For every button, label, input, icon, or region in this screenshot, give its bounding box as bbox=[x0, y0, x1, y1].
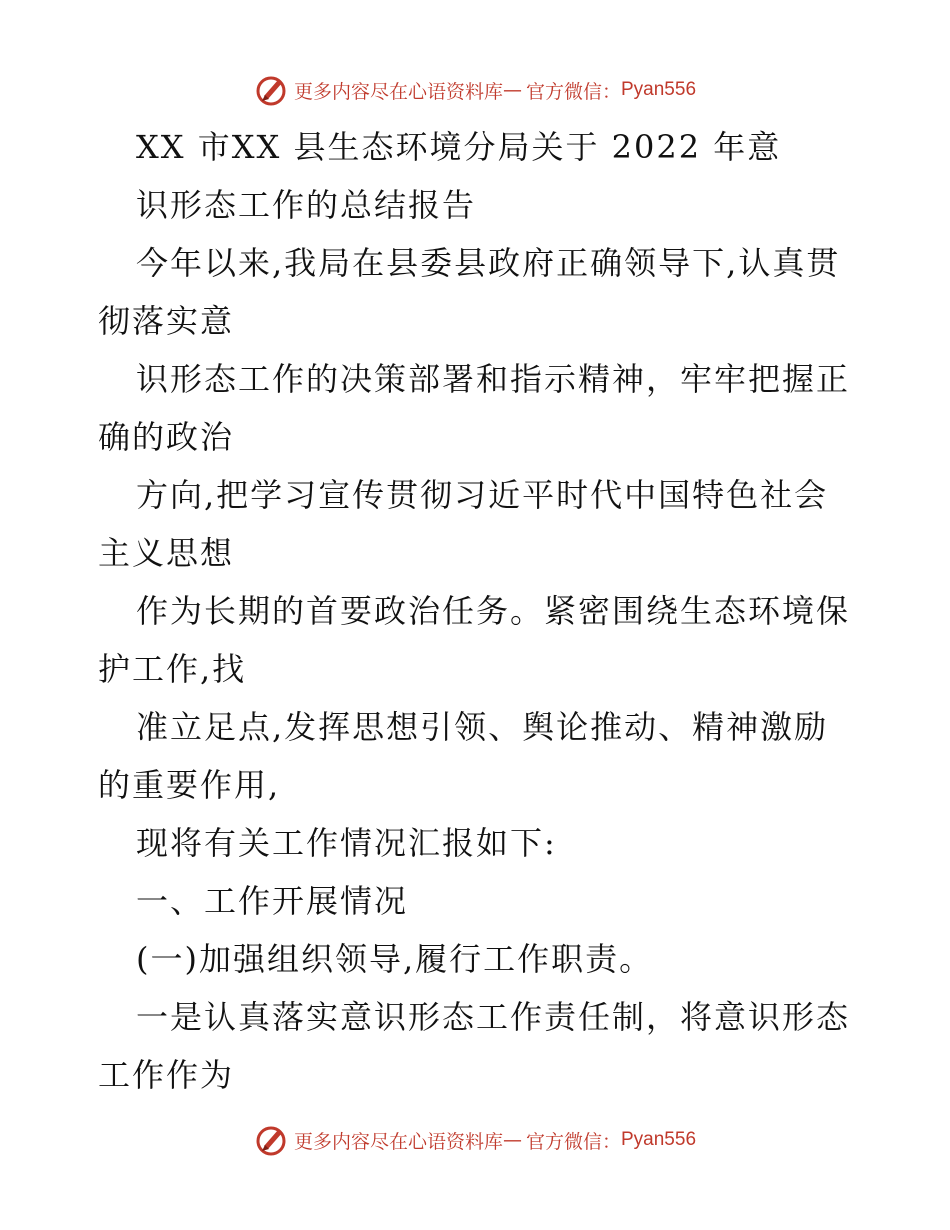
paragraph-line: 准立足点,发挥思想引领、舆论推动、精神激励 bbox=[136, 708, 829, 746]
watermark-wechat-id: Pyan556 bbox=[621, 1129, 697, 1150]
watermark-wechat-label: 官方微信： bbox=[525, 1130, 621, 1153]
paragraph-line: 的重要作用, bbox=[98, 766, 281, 804]
subsection-heading: (一)加强组织领导,履行工作职责。 bbox=[136, 940, 654, 978]
paragraph-line: 护工作,找 bbox=[98, 650, 247, 688]
section-heading: 一、工作开展情况 bbox=[136, 882, 409, 920]
paragraph-line: 识形态工作的决策部署和指示精神，牢牢把握正 bbox=[136, 360, 851, 398]
watermark-text: 更多内容尽在心语资料库 bbox=[293, 80, 503, 103]
paragraph-line: 一是认真落实意识形态工作责任制，将意识形态 bbox=[136, 998, 851, 1036]
watermark-text: 更多内容尽在心语资料库 bbox=[293, 1130, 503, 1153]
title-line-2: 识形态工作的总结报告 bbox=[136, 186, 477, 224]
watermark-wechat-id: Pyan556 bbox=[621, 79, 697, 100]
paragraph-line: 现将有关工作情况汇报如下: bbox=[136, 824, 557, 862]
footer-watermark bbox=[0, 1120, 950, 1160]
paragraph-line: 彻落实意 bbox=[98, 302, 235, 340]
document-body bbox=[98, 118, 858, 1104]
paragraph-line: 作为长期的首要政治任务。紧密围绕生态环境保 bbox=[136, 592, 851, 630]
paragraph-line: 主义思想 bbox=[98, 534, 235, 572]
paragraph-line: 确的政治 bbox=[98, 418, 235, 456]
watermark-separator: — bbox=[502, 79, 522, 101]
paragraph-line: 今年以来,我局在县委县政府正确领导下,认真贯 bbox=[136, 244, 841, 282]
quill-pen-logo-icon bbox=[254, 1122, 290, 1158]
paragraph-line: 方向,把学习宣传贯彻习近平时代中国特色社会 bbox=[136, 476, 829, 514]
paragraph-line: 工作作为 bbox=[98, 1056, 235, 1094]
watermark-separator: — bbox=[502, 1129, 522, 1151]
watermark-wechat-label: 官方微信： bbox=[525, 80, 621, 103]
header-watermark bbox=[0, 70, 950, 110]
quill-pen-logo-icon bbox=[254, 72, 290, 108]
title-line-1: XX 市XX 县生态环境分局关于 2022 年意 bbox=[136, 128, 782, 166]
